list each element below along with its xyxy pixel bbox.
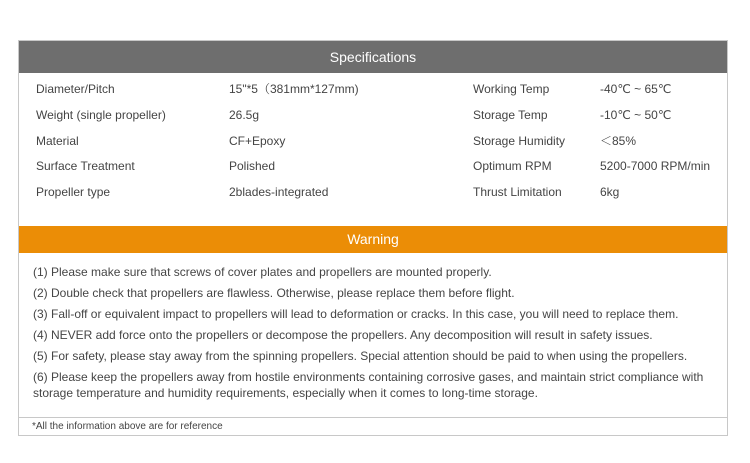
spec-row bbox=[19, 128, 727, 154]
specifications-header: Specifications bbox=[19, 41, 727, 73]
spec-value: 5200-7000 RPM/min bbox=[600, 159, 711, 173]
spec-value: -40℃ ~ 65℃ bbox=[600, 82, 672, 96]
spec-value: 6kg bbox=[600, 185, 620, 199]
spec-label: Storage Humidity bbox=[473, 134, 566, 148]
spec-label: Surface Treatment bbox=[36, 159, 135, 173]
spec-value: Polished bbox=[229, 159, 276, 173]
spec-value: CF+Epoxy bbox=[229, 134, 286, 148]
spec-label: Diameter/Pitch bbox=[36, 82, 115, 96]
spec-label: Propeller type bbox=[36, 185, 111, 199]
spec-row bbox=[19, 102, 727, 128]
warning-item: (6) Please keep the propellers away from hostile environments containing corrosive gases, and maintain strict compliance with storage temperature and humidity requirements, especially when it comes to long-time storage. bbox=[33, 370, 704, 400]
warning-item: (5) For safety, please stay away from the spinning propellers. Special attention should be paid to when using the propellers. bbox=[33, 349, 688, 363]
spec-label: Weight (single propeller) bbox=[36, 108, 166, 122]
spec-label: Working Temp bbox=[473, 82, 550, 96]
spec-row bbox=[19, 153, 727, 179]
warning-list bbox=[19, 253, 727, 418]
warning-item: (4) NEVER add force onto the propellers or decompose the propellers. Any decomposition will result in safety issues. bbox=[33, 328, 653, 342]
warning-item: (1) Please make sure that screws of cover plates and propellers are mounted properly. bbox=[33, 265, 492, 279]
spec-value: 15"*5（381mm*127mm) bbox=[229, 82, 359, 96]
spec-value: 26.5g bbox=[229, 108, 260, 122]
spec-label: Material bbox=[36, 134, 79, 148]
spec-label: Thrust Limitation bbox=[473, 185, 562, 199]
spec-row bbox=[19, 76, 727, 102]
spec-value: 2blades-integrated bbox=[229, 185, 329, 199]
spec-value: -10℃ ~ 50℃ bbox=[600, 108, 672, 122]
spec-label: Storage Temp bbox=[473, 108, 548, 122]
warning-item: (2) Double check that propellers are flawless. Otherwise, please replace them before flight. bbox=[33, 286, 515, 300]
spec-row bbox=[19, 179, 727, 205]
spec-label: Optimum RPM bbox=[473, 159, 552, 173]
specifications-table bbox=[19, 73, 727, 226]
spec-value: ＜85% bbox=[600, 134, 637, 148]
specification-panel bbox=[18, 40, 728, 436]
reference-footnote: *All the information above are for reference bbox=[32, 421, 223, 432]
warning-item: (3) Fall-off or equivalent impact to propellers will lead to deformation or cracks. In this case, you will need to replace them. bbox=[33, 307, 679, 321]
warning-header: Warning bbox=[19, 226, 727, 253]
